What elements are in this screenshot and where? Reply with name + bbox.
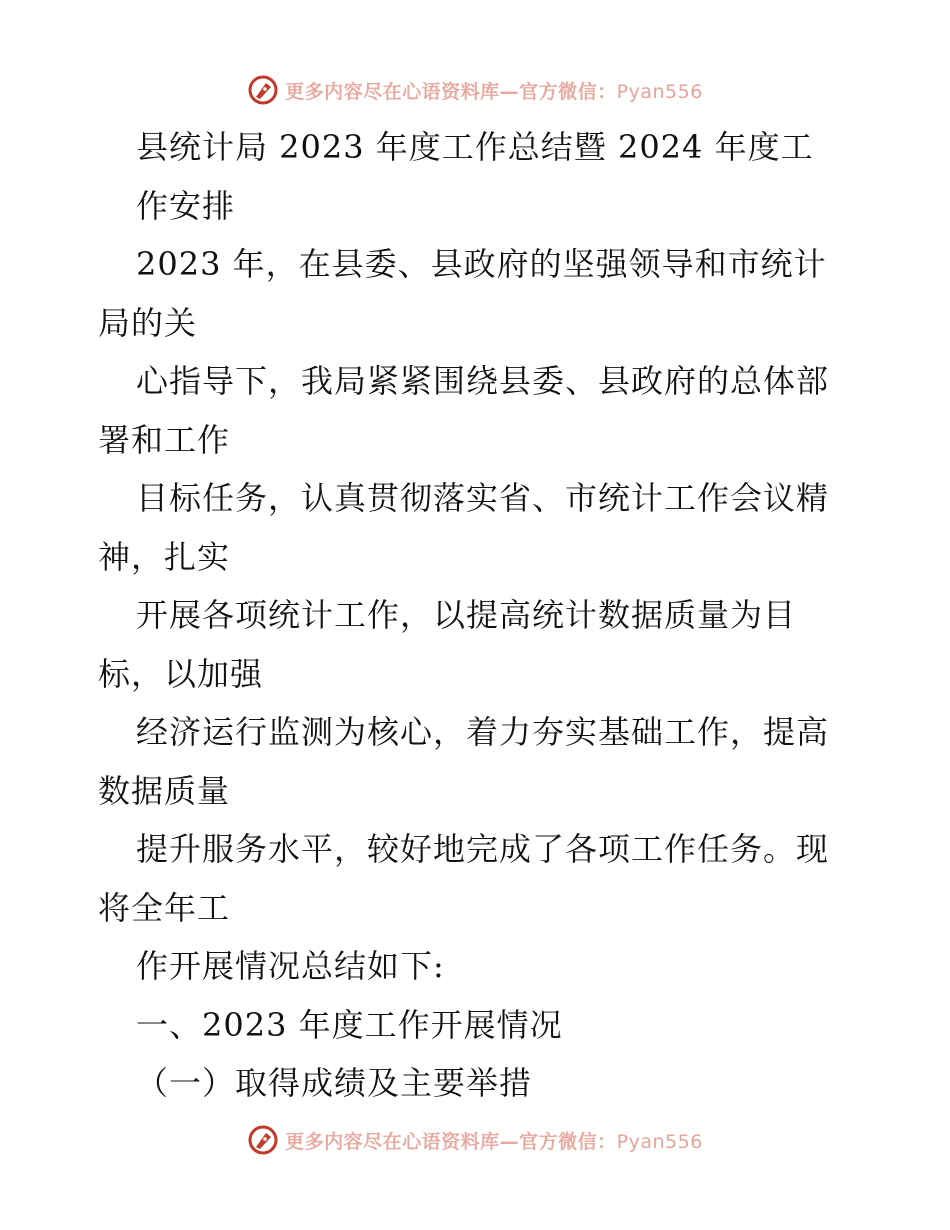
- document-line: 数据质量: [98, 771, 231, 810]
- document-line: 心指导下，我局紧紧围绕县委、县政府的总体部: [136, 362, 830, 400]
- document-line: 经济运行监测为核心，着力夯实基础工作，提高: [136, 713, 830, 751]
- document-line: 标，以加强: [98, 654, 264, 693]
- footer-watermark: [0, 1122, 950, 1158]
- document-line: 局的关: [98, 303, 198, 342]
- document-line: 目标任务，认真贯彻落实省、市统计工作会议精: [136, 479, 830, 517]
- document-line: 提升服务水平，较好地完成了各项工作任务。现: [136, 830, 830, 868]
- document-line: 神，扎实: [98, 537, 231, 576]
- watermark-label: 更多内容尽在心语资料库—官方微信：: [285, 80, 617, 103]
- watermark-label: 更多内容尽在心语资料库—官方微信：: [285, 1130, 617, 1153]
- watermark-wechat-id: Pyan556: [616, 1130, 703, 1153]
- document-line: 作安排: [136, 186, 236, 225]
- pen-nib-logo-icon: [247, 74, 279, 106]
- pen-nib-logo-icon: [247, 1124, 279, 1156]
- watermark-text: [285, 77, 703, 104]
- document-body: [98, 118, 868, 1113]
- header-watermark: [0, 72, 950, 108]
- document-line: 县统计局 2023 年度工作总结暨 2024 年度工: [136, 128, 814, 166]
- document-line: 署和工作: [98, 420, 231, 459]
- document-line: 开展各项统计工作，以提高统计数据质量为目: [136, 596, 797, 634]
- document-line: 一、2023 年度工作开展情况: [136, 1005, 563, 1044]
- watermark-wechat-id: Pyan556: [616, 80, 703, 103]
- document-line: （一）取得成绩及主要举措: [136, 1064, 533, 1102]
- watermark-text: [285, 1127, 703, 1154]
- document-line: 将全年工: [98, 888, 231, 927]
- document-line: 2023 年，在县委、县政府的坚强领导和市统计: [136, 245, 827, 283]
- document-line: 作开展情况总结如下:: [136, 947, 445, 985]
